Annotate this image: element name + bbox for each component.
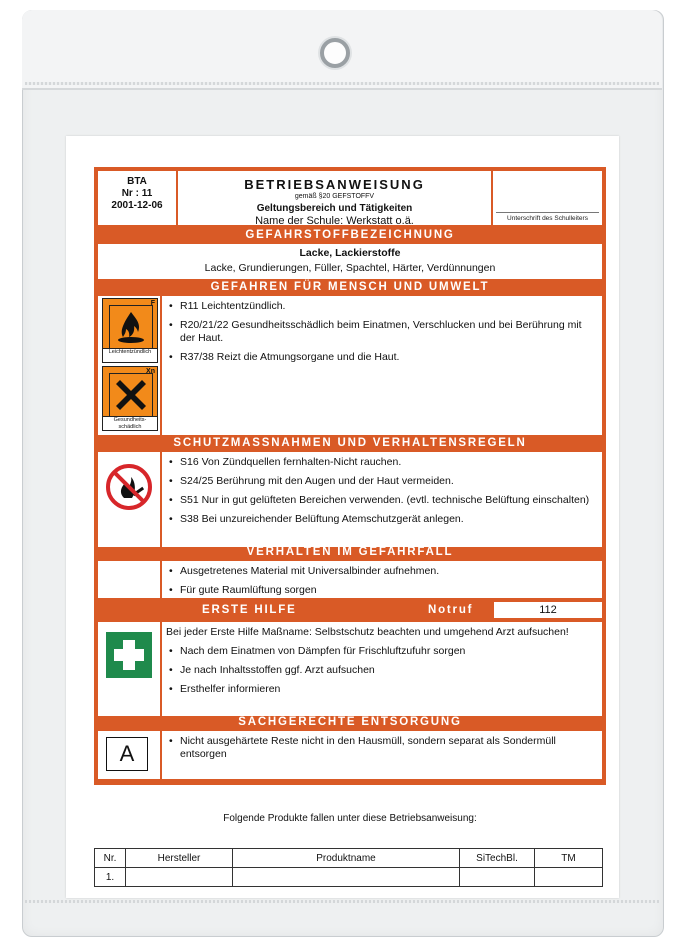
flammable-caption: Leichtentzündlich: [103, 348, 157, 362]
firstaid-item: • Je nach Inhaltsstoffen ggf. Arzt aufsuchen: [166, 664, 598, 677]
eyelet-hole-icon: [320, 38, 350, 68]
flame-icon: [109, 305, 153, 349]
cell-product-name[interactable]: [233, 868, 460, 887]
doc-org: BTA: [127, 176, 147, 187]
substance-detail: Lacke, Grundierungen, Füller, Spachtel, Härter, Verdünnungen: [204, 262, 496, 274]
flammable-symbol: [102, 298, 158, 363]
protection-item: • S24/25 Berührung mit den Augen und der Haut vermeiden.: [166, 475, 598, 488]
band-hazards: GEFAHREN FÜR MENSCH UND UMWELT: [210, 281, 490, 293]
doc-title-box: [178, 171, 491, 225]
flammable-letter: F: [150, 300, 155, 307]
band-protection: SCHUTZMASSNAHMEN UND VERHALTENSREGELN: [173, 437, 527, 449]
hazard-item: • R11 Leichtentzündlich.: [166, 300, 598, 313]
col-tm: TM: [535, 849, 603, 868]
substance-name: Lacke, Lackierstoffe: [299, 247, 401, 259]
sleeve-seam: [25, 82, 659, 85]
signature-box: [493, 171, 602, 225]
cross-icon: [109, 373, 153, 417]
products-table: [94, 848, 603, 887]
doc-id-box: [98, 171, 176, 225]
no-open-flame-icon: [104, 462, 154, 512]
cell-manufacturer[interactable]: [126, 868, 233, 887]
doc-number: Nr : 11: [121, 188, 153, 199]
cell-tm[interactable]: [535, 868, 603, 887]
band-danger: VERHALTEN IM GEFAHRFALL: [246, 546, 454, 558]
operating-instruction: [94, 167, 606, 785]
products-intro: Folgende Produkte fallen unter diese Betriebsanweisung:: [223, 813, 477, 824]
disposal-item: • Nicht ausgehärtete Reste nicht in den Hausmüll, sondern separat als Sondermüll entsorgen: [166, 735, 598, 761]
disposal-box: [162, 731, 602, 779]
band-disposal: SACHGERECHTE ENTSORGUNG: [238, 716, 462, 728]
band-substance: GEFAHRSTOFFBEZEICHNUNG: [245, 229, 455, 241]
protection-item: • S51 Nur in gut gelüfteten Bereichen verwenden. (evtl. technische Belüftung einschalten): [166, 494, 598, 507]
products-header-row: [95, 849, 603, 868]
firstaid-item: • Nach dem Einatmen von Dämpfen für Frischluftzufuhr sorgen: [166, 645, 598, 658]
protection-symbol-cell: [98, 452, 160, 547]
protection-item: • S38 Bei unzureichender Belüftung Atemschutzgerät anlegen.: [166, 513, 598, 526]
danger-item: • Ausgetretenes Material mit Universalbinder aufnehmen.: [166, 565, 598, 578]
doc-scope: Geltungsbereich und Tätigkeiten: [256, 203, 413, 214]
harmful-letter: Xn: [146, 368, 155, 375]
substance-box: [98, 244, 602, 279]
firstaid-title: ERSTE HILFE: [202, 604, 297, 616]
firstaid-box: [162, 622, 602, 716]
emergency-label: Notruf: [428, 604, 474, 616]
firstaid-intro: Bei jeder Erste Hilfe Maßname: Selbstschutz beachten und umgehend Arzt aufsuchen!: [166, 626, 569, 638]
hazard-item: • R37/38 Reizt die Atmungsorgane und die Haut.: [166, 351, 598, 364]
harmful-caption: Gesundheits-schädlich: [103, 416, 157, 430]
cell-sitechbl[interactable]: [460, 868, 535, 887]
doc-date: 2001-12-06: [111, 200, 163, 211]
cell-nr[interactable]: 1.: [95, 868, 126, 887]
danger-box: [162, 561, 602, 598]
col-nr: Nr.: [95, 849, 126, 868]
waste-class-letter: A: [106, 737, 148, 771]
firstaid-symbol-cell: [98, 622, 160, 716]
emergency-number: 112: [494, 602, 602, 618]
table-row: [95, 868, 603, 887]
col-product-name: Produktname: [233, 849, 460, 868]
disposal-symbol-cell: [98, 731, 160, 779]
first-aid-cross-icon: [106, 632, 152, 678]
danger-symbol-cell: [98, 561, 160, 598]
hazard-item: • R20/21/22 Gesundheitsschädlich beim Einatmen, Verschlucken und bei Berührung mit der Haut.: [166, 319, 598, 345]
doc-title: BETRIEBSANWEISUNG: [244, 177, 425, 192]
harmful-symbol: [102, 366, 158, 431]
protection-box: [162, 452, 602, 547]
hazards-box: [162, 296, 602, 435]
sleeve-bottom-seam: [25, 900, 659, 903]
protection-item: • S16 Von Zündquellen fernhalten-Nicht rauchen.: [166, 456, 598, 469]
signature-label: Unterschrift des Schulleiters: [496, 212, 599, 222]
col-sitechbl: SiTechBl.: [460, 849, 535, 868]
hazard-symbols-cell: [98, 296, 160, 435]
doc-subtitle: gemäß §20 GEFSTOFFV: [294, 193, 375, 200]
danger-item: • Für gute Raumlüftung sorgen: [166, 584, 598, 597]
firstaid-item: • Ersthelfer informieren: [166, 683, 598, 696]
doc-school: Name der Schule: Werkstatt o.ä.: [255, 215, 414, 227]
col-manufacturer: Hersteller: [126, 849, 233, 868]
